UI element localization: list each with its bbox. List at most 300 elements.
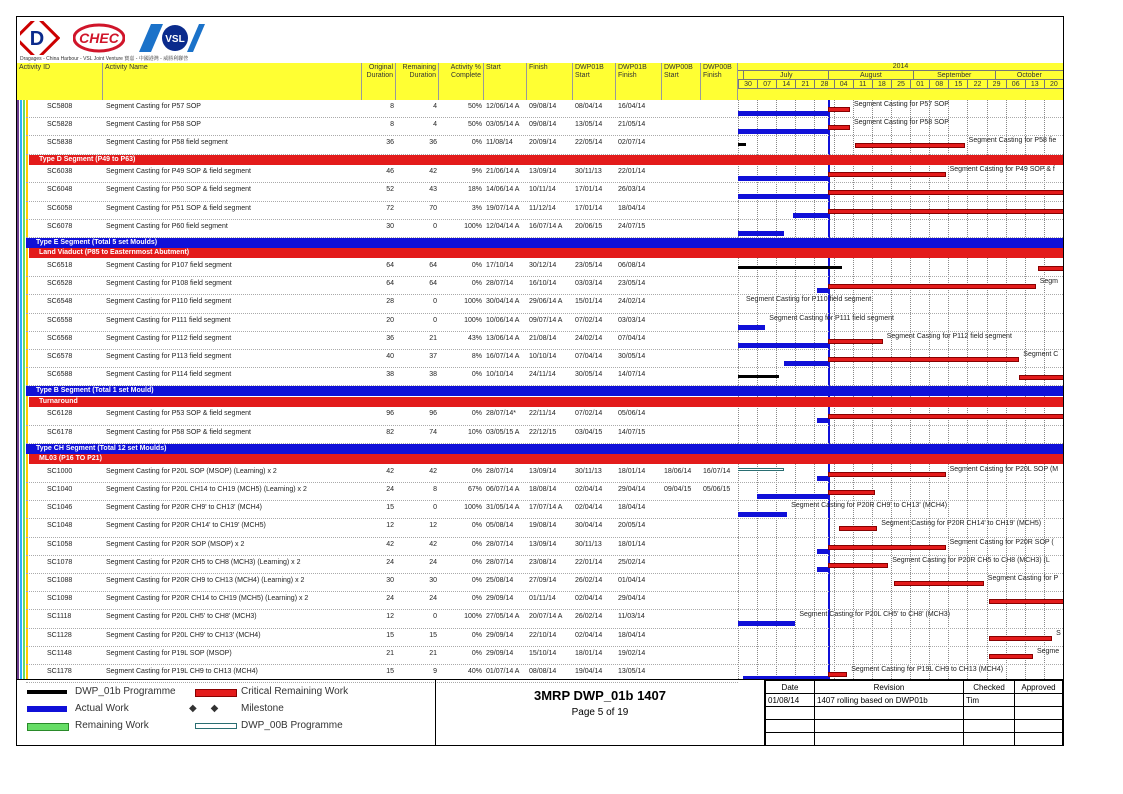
page-number: Page 5 of 19 [571, 707, 629, 718]
cell-rem: 4 [433, 103, 437, 110]
section-band-timeline [738, 155, 1063, 165]
cell-orig: 46 [386, 168, 394, 176]
cell-b1f: 07/04/14 [618, 334, 646, 342]
cell-id: SC6128 [47, 410, 73, 418]
legend-dwp00b-swatch [195, 723, 237, 729]
cell-b0s: 09/04/15 [664, 485, 692, 493]
col-activity-id: Activity ID [17, 63, 103, 100]
cell-start: 12/04/14 A [486, 222, 520, 230]
actual-bar [738, 111, 828, 116]
cell-id: SC6048 [47, 186, 73, 194]
col-dwp00b-start: DWP00B Start [662, 63, 701, 100]
cell-name: Segment Casting for P60 field segment [106, 222, 228, 230]
cell-orig: 24 [386, 595, 394, 603]
cell-b1f: 13/05/14 [618, 667, 646, 675]
critical-bar [828, 414, 1063, 419]
critical-bar [1019, 375, 1063, 380]
chec-logo [73, 23, 125, 53]
table-row [17, 592, 738, 610]
gantt-row-divider [738, 537, 1063, 538]
table-row [17, 118, 738, 136]
cell-id: SC1178 [47, 667, 72, 675]
rev-checked: Tim [964, 694, 1015, 707]
cell-id: SC6548 [47, 298, 73, 306]
section-band-timeline [738, 238, 1063, 248]
cell-b1s: 23/05/14 [575, 261, 603, 269]
cell-b1s: 24/02/14 [575, 334, 603, 342]
legend-remaining: Remaining Work [75, 720, 149, 731]
critical-bar [839, 526, 877, 531]
timeline-day: 08 [929, 80, 948, 88]
cell-b1s: 22/01/14 [575, 558, 603, 566]
table-row [17, 277, 738, 295]
cell-rem: 21 [429, 649, 437, 657]
cell-rem: 0 [433, 316, 437, 324]
timeline-day: 18 [872, 80, 891, 88]
table-row [17, 332, 738, 350]
cell-orig: 52 [386, 186, 394, 194]
cell-rem: 24 [429, 558, 437, 566]
cell-start: 21/06/14 A [486, 168, 520, 176]
timeline-day: 04 [834, 80, 853, 88]
cell-b1s: 02/04/14 [575, 595, 603, 603]
gantt-bar-label: Segme [1036, 647, 1060, 655]
table-row [17, 407, 738, 425]
cell-id: SC6038 [47, 168, 73, 176]
cell-start: 28/07/14* [486, 410, 516, 418]
cell-id: SC1058 [47, 540, 73, 548]
timeline-day: 06 [1006, 80, 1025, 88]
cell-orig: 24 [386, 485, 394, 493]
cell-b1s: 22/05/14 [575, 139, 603, 147]
cell-pct: 0% [471, 558, 482, 566]
cell-id: SC1128 [47, 631, 72, 639]
section-band-timeline [738, 248, 1063, 258]
cell-start: 27/05/14 A [486, 613, 520, 621]
cell-pct: 0% [471, 522, 482, 530]
cell-orig: 42 [386, 467, 394, 475]
cell-rem: 15 [429, 631, 437, 639]
revision-table [765, 680, 1063, 746]
cell-name: Segment Casting for P58 field segment [106, 139, 228, 147]
gantt-row-divider [738, 500, 1063, 501]
cell-finish: 30/12/14 [529, 261, 557, 269]
cell-b1s: 17/01/14 [575, 186, 603, 194]
programme-title: 3MRP DWP_01b 1407 [534, 688, 666, 703]
cell-name: Segment Casting for P110 field segment [106, 298, 232, 306]
cell-name: Segment Casting for P107 field segment [106, 261, 232, 269]
critical-bar [1038, 266, 1063, 271]
table-row [17, 647, 738, 665]
cell-b1f: 05/06/14 [618, 410, 646, 418]
cell-finish: 24/11/14 [529, 371, 556, 379]
cell-finish: 27/09/14 [529, 576, 557, 584]
timeline-day: 15 [948, 80, 967, 88]
section-band-timeline [738, 454, 1063, 464]
timeline-day: 22 [967, 80, 986, 88]
cell-orig: 24 [386, 558, 394, 566]
cell-rem: 36 [429, 139, 437, 147]
timeline-day: 30 [738, 80, 757, 88]
cell-pct: 0% [471, 139, 482, 147]
cell-id: SC6578 [47, 352, 73, 360]
programme-bar [738, 375, 779, 378]
table-row [17, 629, 738, 647]
cell-pct: 10% [467, 428, 482, 436]
cell-name: Segment Casting for P58 SOP & field segment [106, 428, 252, 436]
cell-b1f: 14/07/14 [618, 371, 646, 379]
col-original-duration: Original Duration [362, 63, 396, 100]
cell-finish: 13/09/14 [529, 540, 557, 548]
gantt-row-divider [738, 276, 1063, 277]
cell-b1s: 03/04/15 [575, 428, 603, 436]
col-dwp00b-finish: DWP00B Finish [701, 63, 738, 100]
timeline-day: 07 [757, 80, 776, 88]
timeline-header [738, 63, 1063, 100]
timeline-day: 28 [814, 80, 833, 88]
cell-pct: 100% [464, 298, 482, 306]
cell-orig: 12 [386, 613, 394, 621]
cell-rem: 9 [433, 667, 437, 675]
cell-start: 28/07/14 [486, 540, 514, 548]
cell-rem: 0 [433, 298, 437, 306]
table-row [17, 259, 738, 277]
gantt-bar-label: Segment Casting for P20R CH14' to CH19' (MCH5) [881, 520, 1042, 528]
section-band: Type D Segment (P49 to P63) [29, 155, 738, 165]
cell-id: SC6588 [47, 371, 73, 379]
cell-b1s: 07/04/14 [575, 352, 603, 360]
cell-rem: 0 [433, 222, 437, 230]
gantt-row-divider [738, 518, 1063, 519]
cell-start: 28/07/14 [486, 558, 514, 566]
cell-orig: 28 [386, 298, 394, 306]
cell-pct: 0% [471, 649, 482, 657]
table-row [17, 426, 738, 444]
cell-name: Segment Casting for P20R CH5 to CH8 (MCH3) (Learning) x 2 [106, 558, 301, 566]
cell-rem: 43 [429, 186, 437, 194]
section-band-timeline [738, 397, 1063, 407]
critical-bar [828, 357, 1019, 362]
cell-id: SC1048 [47, 522, 73, 530]
rev-text: 1407 rolling based on DWP01b [815, 694, 964, 707]
timeline-day: 14 [776, 80, 795, 88]
cell-id: SC1000 [47, 467, 73, 475]
table-row [17, 483, 738, 501]
table-row [17, 202, 738, 220]
revision-header-row [766, 681, 1063, 694]
cell-orig: 8 [390, 103, 394, 110]
gantt-bar-label: Segment Casting for P112 field segment [886, 332, 1012, 340]
gantt-row-divider [738, 313, 1063, 314]
cell-b1s: 07/02/14 [575, 316, 603, 324]
actual-bar [817, 549, 828, 554]
table-row [17, 100, 738, 118]
cell-name: Segment Casting for P20R CH14 to CH19 (MCH5) (Learning) x 2 [106, 595, 309, 603]
cell-start: 30/04/14 A [486, 298, 520, 306]
cell-rem: 30 [429, 576, 437, 584]
cell-b1s: 07/02/14 [575, 410, 603, 418]
cell-finish: 21/08/14 [529, 334, 557, 342]
cell-b1f: 29/04/14 [618, 595, 646, 603]
cell-b1f: 19/02/14 [618, 649, 646, 657]
cell-name: Segment Casting for P20R CH14' to CH19' (MCH5) [106, 522, 266, 530]
actual-bar [738, 512, 787, 517]
cell-id: SC5838 [47, 139, 73, 147]
dragages-logo [20, 21, 60, 55]
gantt-bar-label: S [1056, 629, 1061, 637]
legend-critical: Critical Remaining Work [241, 686, 349, 697]
vsl-logo [137, 22, 205, 54]
cell-b1f: 06/08/14 [618, 261, 646, 269]
section-band: Land Viaduct (P85 to Easternmost Abutment) [29, 248, 738, 258]
cell-name: Segment Casting for P108 field segment [106, 280, 232, 288]
critical-bar [828, 190, 1063, 195]
cell-pct: 40% [467, 667, 482, 675]
schedule-sheet [16, 16, 1064, 746]
cell-pct: 3% [471, 204, 482, 212]
legend-dwp00b: DWP_00B Programme [241, 720, 343, 731]
gantt-bar-label: Segment Casting for P110 field segment [746, 296, 872, 304]
cell-pct: 0% [471, 261, 482, 269]
table-row [17, 295, 738, 313]
cell-b1f: 18/01/14 [618, 540, 646, 548]
table-header [17, 63, 1063, 100]
timeline-day: 21 [795, 80, 814, 88]
cell-id: SC6178 [47, 428, 73, 436]
gantt-bar-label: Segment C [1023, 350, 1059, 358]
cell-name: Segment Casting for P50 SOP & field segment [106, 186, 252, 194]
cell-b1f: 01/04/14 [618, 576, 646, 584]
cell-b1s: 02/04/14 [575, 485, 603, 493]
cell-name: Segment Casting for P111 field segment [106, 316, 231, 324]
table-row [17, 501, 738, 519]
cell-id: SC1088 [47, 576, 73, 584]
table-row [17, 574, 738, 592]
section-band: ML03 (P16 TO P21) [29, 454, 738, 464]
cell-pct: 100% [464, 316, 482, 324]
cell-start: 01/07/14 A [486, 667, 520, 675]
cell-finish: 15/10/14 [529, 649, 557, 657]
cell-pct: 100% [464, 222, 482, 230]
cell-b1s: 08/04/14 [575, 103, 603, 110]
legend-actual: Actual Work [75, 703, 129, 714]
programme-bar [738, 266, 842, 269]
table-row [17, 368, 738, 386]
critical-bar [828, 172, 945, 177]
table-row [17, 556, 738, 574]
cell-finish: 08/08/14 [529, 667, 557, 675]
cell-id: SC1078 [47, 558, 73, 566]
cell-finish: 20/07/14 A [529, 613, 563, 621]
cell-start: 29/09/14 [486, 631, 514, 639]
table-row [17, 519, 738, 537]
legend-actual-swatch [27, 706, 67, 712]
cell-start: 28/07/14 [486, 280, 514, 288]
cell-name: Segment Casting for P20L CH5' to CH8' (MCH3) [106, 613, 257, 621]
critical-bar [828, 672, 847, 677]
cell-start: 29/09/14 [486, 649, 514, 657]
timeline-year: 2014 [738, 63, 1063, 71]
cell-id: SC6078 [47, 222, 73, 230]
cell-b1f: 16/04/14 [618, 103, 646, 110]
gantt-bar-label: Segment Casting for P [987, 574, 1059, 582]
cell-id: SC6058 [47, 204, 73, 212]
cell-start: 03/05/14 A [486, 121, 520, 129]
table-row [17, 183, 738, 201]
gantt-row-divider [738, 555, 1063, 556]
cell-id: SC1046 [47, 504, 73, 512]
cell-b1s: 30/11/13 [575, 168, 602, 176]
cell-finish: 22/12/15 [529, 428, 557, 436]
cell-pct: 0% [471, 280, 482, 288]
gantt-row-divider [738, 135, 1063, 136]
cell-orig: 12 [386, 522, 394, 530]
logo-strip [17, 17, 1063, 63]
cell-name: Segment Casting for P58 SOP [106, 121, 201, 129]
table-row [17, 136, 738, 154]
timeline-day: 25 [891, 80, 910, 88]
cell-b1s: 03/03/14 [575, 280, 603, 288]
cell-rem: 0 [433, 613, 437, 621]
cell-b1s: 13/05/14 [575, 121, 603, 129]
table-row [17, 465, 738, 483]
actual-bar [738, 621, 795, 626]
cell-pct: 67% [467, 485, 482, 493]
cell-id: SC1098 [47, 595, 73, 603]
cell-finish: 09/07/14 A [529, 316, 563, 324]
cell-b1s: 20/06/15 [575, 222, 603, 230]
cell-b1f: 24/02/14 [618, 298, 646, 306]
gantt-row-divider [738, 219, 1063, 220]
cell-id: SC6568 [47, 334, 73, 342]
cell-id: SC6558 [47, 316, 73, 324]
cell-start: 31/05/14 A [486, 504, 520, 512]
actual-bar [793, 213, 829, 218]
cell-finish: 22/11/14 [529, 410, 556, 418]
svg-text:CHEC: CHEC [79, 30, 119, 46]
cell-name: Segment Casting for P114 field segment [106, 371, 232, 379]
critical-bar [828, 472, 945, 477]
section-band: Type CH Segment (Total 12 set Moulds) [26, 444, 738, 454]
cell-pct: 0% [471, 410, 482, 418]
cell-pct: 100% [464, 613, 482, 621]
cell-start: 11/08/14 [486, 139, 513, 147]
cell-pct: 9% [471, 168, 482, 176]
cell-orig: 64 [386, 280, 394, 288]
cell-b1f: 30/05/14 [618, 352, 646, 360]
gantt-row-divider [738, 591, 1063, 592]
revision-row-empty [766, 720, 1063, 733]
rev-col-approved: Approved [1015, 681, 1063, 694]
cell-pct: 43% [467, 334, 482, 342]
cell-b1f: 03/03/14 [618, 316, 646, 324]
cell-b1f: 22/01/14 [618, 168, 646, 176]
actual-bar [817, 476, 828, 481]
gantt-row-divider [738, 349, 1063, 350]
cell-start: 10/10/14 [486, 371, 514, 379]
table-row [17, 314, 738, 332]
cell-start: 14/06/14 A [486, 186, 520, 194]
cell-finish: 22/10/14 [529, 631, 557, 639]
actual-bar [738, 176, 828, 181]
gantt-bar-label: Segment Casting for P57 SOP [853, 101, 949, 108]
gantt-row-divider [738, 609, 1063, 610]
timeline-day: 13 [1025, 80, 1044, 88]
section-band: Type E Segment (Total 5 set Moulds) [26, 238, 738, 248]
jv-tagline: Dragages - China Harbour - VSL Joint Venture 寶嘉 - 中國港灣 - 威勝利聯營 [20, 56, 189, 62]
gantt-bar-label: Segment Casting for P111 field segment [769, 314, 894, 322]
cell-rem: 38 [429, 371, 437, 379]
cell-b1f: 25/02/14 [618, 558, 646, 566]
cell-b1s: 17/01/14 [575, 204, 603, 212]
timeline-month: October [995, 71, 1063, 79]
cell-orig: 42 [386, 540, 394, 548]
cell-finish: 18/08/14 [529, 485, 557, 493]
cell-rem: 0 [433, 504, 437, 512]
cell-rem: 4 [433, 121, 437, 129]
cell-name: Segment Casting for P20L CH9' to CH13' (MCH4) [106, 631, 261, 639]
gantt-row-divider [738, 367, 1063, 368]
gantt-row-divider [738, 573, 1063, 574]
programme-bar [738, 143, 746, 146]
rev-col-date: Date [766, 681, 815, 694]
footer [17, 679, 1063, 746]
timeline-month: August [828, 71, 913, 79]
section-band-timeline [738, 386, 1063, 396]
cell-start: 12/06/14 A [486, 103, 520, 110]
legend-programme-swatch [27, 690, 67, 694]
cell-b1s: 26/02/14 [575, 576, 603, 584]
cell-orig: 38 [386, 371, 394, 379]
cell-b1f: 14/07/15 [618, 428, 646, 436]
cell-name: Segment Casting for P20R SOP (MSOP) x 2 [106, 540, 245, 548]
gantt-row-divider [738, 331, 1063, 332]
cell-b1s: 26/02/14 [575, 613, 603, 621]
cell-orig: 72 [386, 204, 394, 212]
cell-finish: 13/09/14 [529, 168, 557, 176]
col-percent-complete: Activity % Complete [439, 63, 484, 100]
cell-name: Segment Casting for P20R CH9 to CH13 (MCH4) (Learning) x 2 [106, 576, 305, 584]
cell-id: SC6518 [47, 261, 73, 269]
cell-id: SC5808 [47, 103, 73, 110]
cell-start: 28/07/14 [486, 467, 514, 475]
actual-bar [817, 567, 828, 572]
cell-id: SC1148 [47, 649, 72, 657]
actual-bar [738, 194, 828, 199]
cell-orig: 82 [386, 428, 394, 436]
cell-pct: 0% [471, 540, 482, 548]
cell-finish: 09/08/14 [529, 121, 557, 129]
gantt-bar-label: Segment Casting for P49 SOP & f [949, 166, 1055, 174]
cell-id: SC1118 [47, 613, 72, 621]
actual-bar [738, 129, 828, 134]
col-dwp01b-finish: DWP01B Finish [616, 63, 662, 100]
cell-finish: 16/10/14 [529, 280, 557, 288]
cell-b1f: 18/04/14 [618, 204, 646, 212]
cell-rem: 64 [429, 280, 437, 288]
table-row [17, 538, 738, 556]
timeline-month: July [743, 71, 828, 79]
critical-bar [828, 125, 850, 130]
svg-text:D: D [29, 28, 45, 50]
timeline-day: 20 [1044, 80, 1063, 88]
cell-b1s: 30/11/13 [575, 467, 602, 475]
cell-start: 29/09/14 [486, 595, 514, 603]
rev-col-checked: Checked [964, 681, 1015, 694]
actual-bar [738, 343, 828, 348]
timeline-days [738, 80, 1063, 89]
section-band: Type B Segment (Total 1 set Mould) [26, 386, 738, 396]
